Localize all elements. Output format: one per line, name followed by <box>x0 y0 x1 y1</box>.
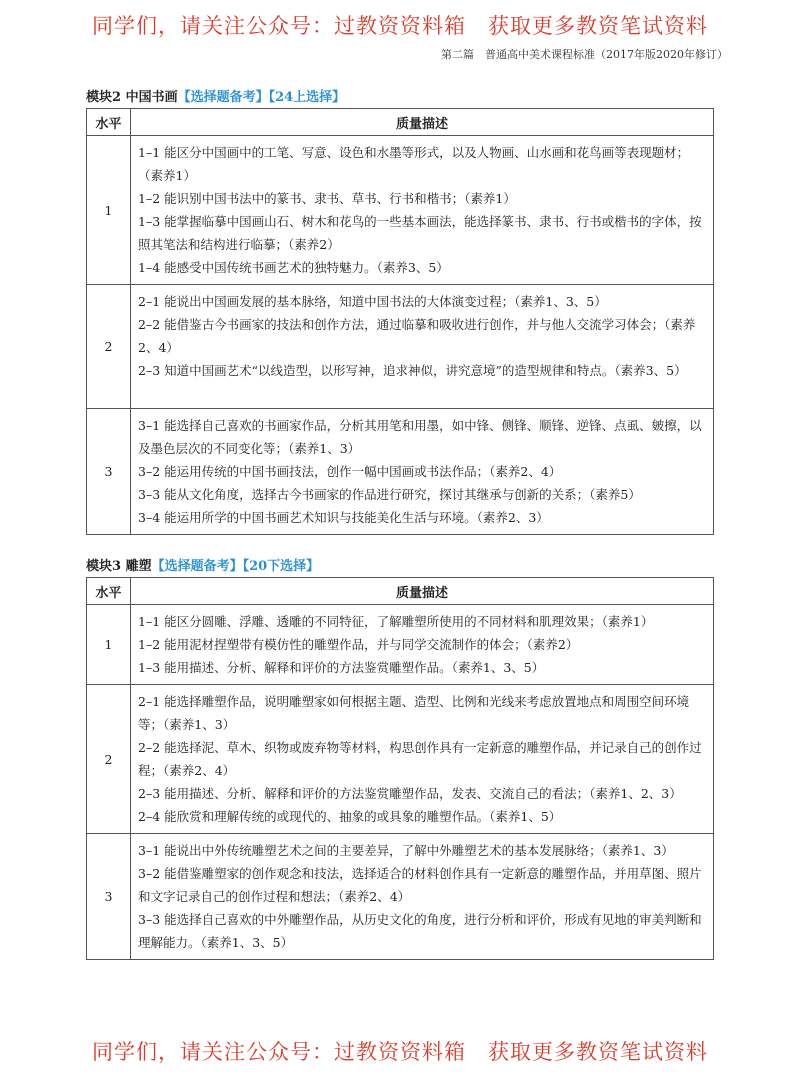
promo-banner-bottom: 同学们，请关注公众号：过教资资料箱 获取更多教资笔试资料 <box>92 1040 708 1064</box>
header-level: 水平 <box>87 109 131 136</box>
header-description: 质量描述 <box>131 109 714 136</box>
table-row <box>87 409 714 535</box>
description-cell <box>131 605 714 685</box>
table-header-row <box>87 109 714 136</box>
header-description: 质量描述 <box>131 578 714 605</box>
module2-tag: 【选择题备考】【24上选择】 <box>177 90 346 105</box>
module3-table <box>86 577 714 960</box>
module2-title <box>86 86 345 105</box>
table-row <box>87 136 714 285</box>
description-item: 2–1 能选择雕塑作品，说明雕塑家如何根据主题、造型、比例和光线来考虑放置地点和周围空间环境等；（素养1、3） <box>138 694 690 732</box>
description-item: 1–3 能掌握临摹中国画山石、树木和花鸟的一些基本画法，能选择篆书、隶书、行书或楷书的字体，按照其笔法和结构进行临摹；（素养2） <box>138 214 702 252</box>
description-item: 2–2 能借鉴古今书画家的技法和创作方法，通过临摹和吸收进行创作，并与他人交流学习体会；（素养2、4） <box>138 317 696 355</box>
description-item: 3–2 能借鉴雕塑家的创作观念和技法，选择适合的材料创作具有一定新意的雕塑作品，并用草图、照片和文字记录自己的创作过程和想法；（素养2、4） <box>138 866 702 904</box>
level-cell: 2 <box>87 685 131 834</box>
description-cell <box>131 285 714 409</box>
description-item: 2–2 能选择泥、草木、织物或废弃物等材料，构思创作具有一定新意的雕塑作品，并记录自己的创作过程；（素养2、4） <box>138 740 702 778</box>
description-item: 3–1 能选择自己喜欢的书画家作品，分析其用笔和用墨，如中锋、侧锋、顺锋、逆锋、点虱、皴擦，以及墨色层次的不同变化等；（素养1、3） <box>138 418 702 456</box>
header-level: 水平 <box>87 578 131 605</box>
description-item: 1–4 能感受中国传统书画艺术的独特魅力。（素养3、5） <box>138 260 449 275</box>
module2-title-text: 模块2 中国书画 <box>86 90 178 105</box>
description-item: 2–3 能用描述、分析、解释和评价的方法鉴赏雕塑作品，发表、交流自己的看法；（素养1、2、3） <box>138 786 682 801</box>
description-cell <box>131 685 714 834</box>
module2-table <box>86 108 714 535</box>
running-header: 第二篇 普通高中美术课程标准（2017年版2020年修订） <box>441 48 728 61</box>
description-item: 2–4 能欣赏和理解传统的或现代的、抽象的或具象的雕塑作品。（素养1、5） <box>138 809 562 824</box>
module3-title-text: 模块3 雕塑 <box>86 559 152 574</box>
description-item: 2–3 知道中国画艺术“以线造型，以形写神，追求神似，讲究意境”的造型规律和特点。（素养3、5） <box>138 363 687 378</box>
description-item: 1–1 能区分圆雕、浮雕、透雕的不同特征，了解雕塑所使用的不同材料和肌理效果；（素养1） <box>138 614 654 629</box>
table-header-row <box>87 578 714 605</box>
module3-title <box>86 555 319 574</box>
description-item: 3–3 能从文化角度，选择古今书画家的作品进行研究，探讨其继承与创新的关系；（素养5） <box>138 487 641 502</box>
description-item: 2–1 能说出中国画发展的基本脉络，知道中国书法的大体演变过程；（素养1、3、5） <box>138 294 607 309</box>
description-item: 3–2 能运用传统的中国书画技法，创作一幅中国画或书法作品；（素养2、4） <box>138 464 562 479</box>
table-row <box>87 685 714 834</box>
description-item: 3–3 能选择自己喜欢的中外雕塑作品，从历史文化的角度，进行分析和评价，形成有见地的审美判断和理解能力。（素养1、3、5） <box>138 912 702 950</box>
level-cell: 1 <box>87 136 131 285</box>
description-item: 1–1 能区分中国画中的工笔、写意、设色和水墨等形式，以及人物画、山水画和花鸟画等表现题材；（素养1） <box>138 145 690 183</box>
level-cell: 1 <box>87 605 131 685</box>
level-cell: 3 <box>87 834 131 960</box>
description-item: 1–2 能用泥材捏塑带有模仿性的雕塑作品，并与同学交流制作的体会；（素养2） <box>138 637 579 652</box>
description-cell <box>131 409 714 535</box>
description-item: 3–4 能运用所学的中国书画艺术知识与技能美化生活与环境。（素养2、3） <box>138 510 549 525</box>
description-item: 1–2 能识别中国书法中的篆书、隶书、草书、行书和楷书；（素养1） <box>138 191 516 206</box>
table-row <box>87 834 714 960</box>
description-cell <box>131 136 714 285</box>
promo-banner-top: 同学们，请关注公众号：过教资资料箱 获取更多教资笔试资料 <box>92 14 708 38</box>
description-item: 1–3 能用描述、分析、解释和评价的方法鉴赏雕塑作品。（素养1、3、5） <box>138 660 545 675</box>
level-cell: 3 <box>87 409 131 535</box>
level-cell: 2 <box>87 285 131 409</box>
table-row <box>87 285 714 409</box>
module3-tag: 【选择题备考】【20下选择】 <box>151 559 320 574</box>
table-row <box>87 605 714 685</box>
description-cell <box>131 834 714 960</box>
description-item: 3–1 能说出中外传统雕塑艺术之间的主要差异，了解中外雕塑艺术的基本发展脉络；（素养1、3） <box>138 843 674 858</box>
